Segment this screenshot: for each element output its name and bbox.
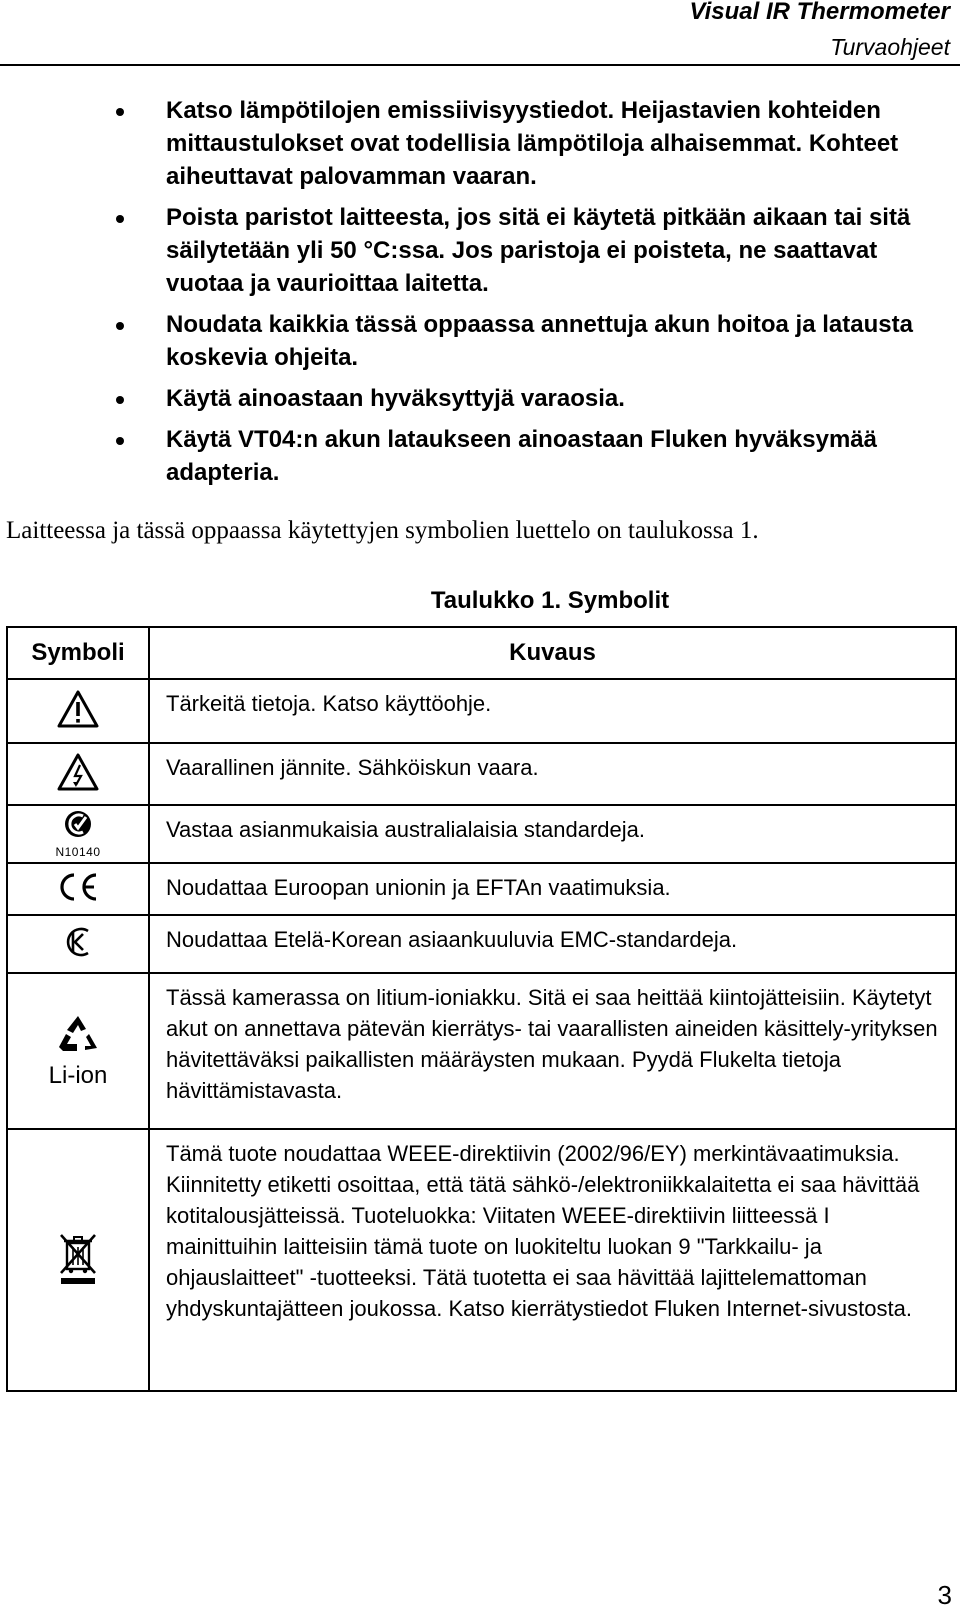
bullet-icon	[116, 437, 124, 445]
table-row	[7, 679, 956, 743]
document-title: Visual IR Thermometer	[689, 0, 950, 25]
symbol-cell	[7, 679, 149, 743]
recycle-icon	[55, 1013, 101, 1055]
warning-text: Noudata kaikkia tässä oppaassa annettuja akun hoitoa ja latausta koskevia ohjeita.	[166, 311, 913, 371]
warning-triangle-icon	[57, 690, 99, 728]
intro-paragraph: Laitteessa ja tässä oppaassa käytettyjen symbolien luettelo on taulukossa 1.	[6, 517, 759, 544]
list-item	[0, 94, 960, 193]
list-item	[0, 308, 960, 374]
section-title: Turvaohjeet	[830, 34, 950, 60]
ce-mark-icon	[56, 871, 100, 903]
table-header-row	[7, 627, 956, 679]
symbol-cell	[7, 863, 149, 915]
high-voltage-icon	[57, 753, 99, 791]
li-ion-label: Li-ion	[48, 1061, 108, 1089]
bullet-icon	[116, 322, 124, 330]
warning-text: Käytä VT04:n akun lataukseen ainoastaan Fluken hyväksymää adapteria.	[166, 426, 877, 486]
table-row	[7, 1129, 956, 1391]
bullet-icon	[116, 215, 124, 223]
symbol-cell	[7, 1129, 149, 1391]
weee-bin-icon	[57, 1231, 99, 1285]
bullet-icon	[116, 396, 124, 404]
bullet-icon	[116, 108, 124, 116]
description-cell: Tärkeitä tietoja. Katso käyttöohje.	[149, 679, 956, 743]
header-divider	[0, 64, 960, 66]
description-cell: Tässä kamerassa on litium-ioniakku. Sitä ei saa heittää kiintojätteisiin. Käytetyt akut on annettava pätevän kierrätys- tai vaarallisten aineiden käsittely-yrityksen hävitettäväksi paikallisten määräysten mukaan. Pyydä Flukelta tietoja hävittämistavasta.	[149, 973, 956, 1129]
symbol-cell	[7, 973, 149, 1129]
symbols-table	[6, 626, 957, 1392]
list-item	[0, 201, 960, 300]
description-cell: Vaarallinen jännite. Sähköiskun vaara.	[149, 743, 956, 805]
warning-text: Poista paristot laitteesta, jos sitä ei käytetä pitkään aikaan tai sitä säilytetään yli 50 °C:ssa. Jos paristoja ei poisteta, ne saattavat vuotaa ja vaurioittaa laitetta.	[166, 204, 911, 297]
symbol-cell	[7, 805, 149, 863]
table-row	[7, 805, 956, 863]
column-header-description: Kuvaus	[149, 627, 956, 679]
kc-mark-icon	[62, 925, 94, 959]
warning-list	[0, 94, 960, 497]
description-cell: Vastaa asianmukaisia australialaisia standardeja.	[149, 805, 956, 863]
column-header-symbol: Symboli	[7, 627, 149, 679]
list-item	[0, 382, 960, 415]
list-item	[0, 423, 960, 489]
page-number: 3	[937, 1580, 952, 1610]
table-row	[7, 915, 956, 973]
table-row	[7, 973, 956, 1129]
description-cell: Tämä tuote noudattaa WEEE-direktiivin (2002/96/EY) merkintävaatimuksia. Kiinnitetty etiketti osoittaa, että tätä sähkö-/elektroniikkalaitetta ei saa hävittää kotitalousjätteissä. Tuoteluokka: Viitaten WEEE-direktiivin liitteessä I mainittuihin laitteisiin tämä tuote on luokiteltu luokan 9 "Tarkkailu- ja ohjauslaitteet" -tuotteeksi. Tätä tuotetta ei saa hävittää lajittelemattoman yhdyskuntajätteen joukossa. Katso kierrätystiedot Fluken Internet-sivustosta.	[149, 1129, 956, 1391]
warning-text: Käytä ainoastaan hyväksyttyjä varaosia.	[166, 385, 625, 412]
table-row	[7, 863, 956, 915]
description-cell: Noudattaa Etelä-Korean asiaankuuluvia EMC-standardeja.	[149, 915, 956, 973]
c-tick-code: N10140	[55, 845, 101, 859]
symbol-cell	[7, 743, 149, 805]
warning-text: Katso lämpötilojen emissiivisyystiedot. Heijastavien kohteiden mittaustulokset ovat todellisia lämpötiloja alhaisemmat. Kohteet aiheuttavat palovamman vaaran.	[166, 97, 899, 190]
description-cell: Noudattaa Euroopan unionin ja EFTAn vaatimuksia.	[149, 863, 956, 915]
c-tick-icon	[62, 809, 94, 839]
table-row	[7, 743, 956, 805]
symbol-cell	[7, 915, 149, 973]
table-caption: Taulukko 1. Symbolit	[430, 587, 670, 614]
